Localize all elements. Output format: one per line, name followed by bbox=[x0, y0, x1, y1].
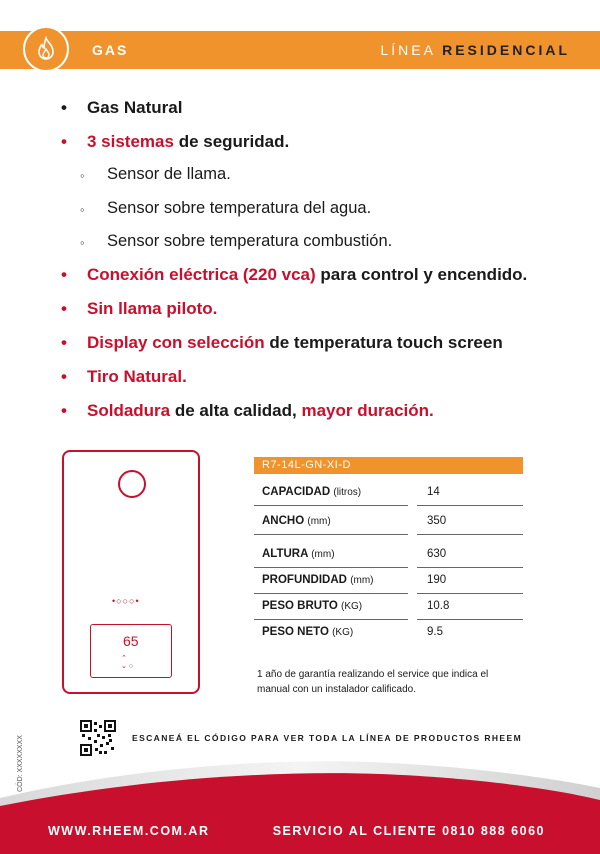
heater-display bbox=[90, 624, 172, 678]
header-product-line: LÍNEA RESIDENCIAL bbox=[380, 42, 570, 58]
feature-welding: Soldadura de alta calidad, mayor duración. bbox=[87, 401, 434, 420]
spec-row: CAPACIDAD (litros) 14 bbox=[254, 480, 523, 506]
heater-display-value: 65 bbox=[123, 633, 139, 649]
spec-row: PESO NETO (KG) 9.5 bbox=[262, 626, 443, 638]
spec-row: PROFUNDIDAD (mm) 190 bbox=[254, 568, 523, 594]
bullet: • bbox=[61, 333, 67, 352]
feature-sensor-llama: Sensor de llama. bbox=[107, 165, 231, 183]
heater-knob-icon bbox=[118, 470, 146, 498]
footer-customer-service: SERVICIO AL CLIENTE 0810 888 6060 bbox=[272, 824, 545, 838]
spec-row: PESO BRUTO (KG) 10.8 bbox=[254, 594, 523, 620]
feature-security-systems: 3 sistemas de seguridad. bbox=[87, 132, 290, 151]
bullet: • bbox=[61, 299, 67, 318]
product-code: CÓD: XXXXXXXX bbox=[16, 735, 24, 792]
scan-instruction: ESCANEÁ EL CÓDIGO PARA VER TODA LA LÍNEA DE PRODUCTOS RHEEM bbox=[132, 733, 523, 743]
feature-draft: Tiro Natural. bbox=[87, 367, 187, 386]
feature-sensor-agua: Sensor sobre temperatura del agua. bbox=[107, 199, 372, 217]
bullet: • bbox=[61, 367, 67, 386]
spec-row: ALTURA (mm) 630 bbox=[254, 542, 523, 568]
feature-gas-natural: Gas Natural bbox=[87, 98, 183, 117]
sub-bullet: ◦ bbox=[80, 202, 85, 217]
bullet: • bbox=[61, 265, 67, 284]
heater-display-controls: ⌃ ⌄ ○ bbox=[121, 655, 134, 670]
heater-illustration bbox=[62, 450, 200, 694]
feature-display: Display con selección de temperatura touch screen bbox=[87, 333, 503, 352]
spec-model-header: R7-14L-GN-XI-D bbox=[254, 457, 523, 474]
heater-indicator-dots: •○○○• bbox=[112, 596, 140, 606]
warranty-note: 1 año de garantía realizando el service que indica el manual con un instalador calificado. bbox=[257, 669, 489, 695]
feature-no-pilot: Sin llama piloto. bbox=[87, 299, 218, 318]
spec-row: ANCHO (mm) 350 bbox=[254, 509, 523, 535]
footer-website-link[interactable]: WWW.RHEEM.COM.AR bbox=[48, 824, 210, 838]
flame-icon bbox=[35, 36, 57, 62]
bullet: • bbox=[61, 401, 67, 420]
feature-electrical: Conexión eléctrica (220 vca) para control y encendido. bbox=[87, 265, 528, 284]
flame-icon-badge bbox=[23, 26, 69, 72]
feature-sensor-combustion: Sensor sobre temperatura combustión. bbox=[107, 232, 393, 250]
sub-bullet: ◦ bbox=[80, 235, 85, 250]
bullet: • bbox=[61, 132, 67, 151]
sub-bullet: ◦ bbox=[80, 168, 85, 183]
bullet: • bbox=[61, 98, 67, 117]
header-category: GAS bbox=[92, 42, 129, 58]
